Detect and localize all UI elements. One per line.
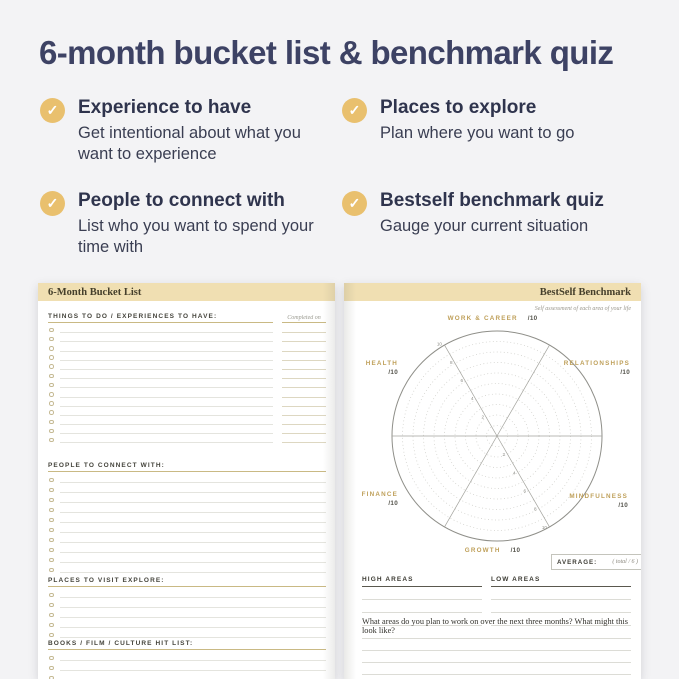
checkbox-circle-icon — [49, 478, 54, 483]
svg-text:8: 8 — [449, 359, 453, 365]
planner-spread — [38, 283, 641, 679]
ruled-line — [362, 600, 482, 613]
svg-text:2: 2 — [502, 452, 505, 458]
svg-text:6: 6 — [523, 488, 526, 494]
svg-text:6: 6 — [460, 377, 463, 383]
benchmark-page — [344, 283, 641, 679]
list-section — [48, 310, 326, 443]
checkbox-circle-icon — [49, 518, 54, 523]
list-section — [48, 637, 326, 679]
feature-subtext: Gauge your current situation — [380, 216, 589, 235]
radar-label-work-career: WORK & CAREER /10 — [447, 315, 538, 322]
ruled-line — [362, 663, 631, 675]
radar-label-relationships: RELATIONSHIPS /10 — [563, 360, 630, 376]
list-row — [48, 671, 326, 679]
completed-on-label: Completed on — [282, 315, 326, 323]
checkbox-circle-icon — [49, 666, 54, 671]
checkbox-circle-icon — [49, 568, 54, 573]
check-icon: ✓ — [342, 191, 367, 216]
svg-text:10: 10 — [541, 524, 547, 530]
checkbox-circle-icon — [49, 676, 54, 679]
feature-heading: People to connect with — [78, 189, 285, 211]
checkbox-circle-icon — [49, 346, 54, 351]
feature-experience — [40, 97, 342, 166]
feature-people — [40, 190, 342, 259]
ruled-line — [491, 587, 631, 600]
average-note: ( total / 6 ) — [612, 559, 638, 565]
section-header: THINGS TO DO / EXPERIENCES TO HAVE: Completed on — [48, 310, 326, 323]
check-icon: ✓ — [40, 98, 65, 123]
check-icon: ✓ — [40, 191, 65, 216]
feature-heading: Experience to have — [78, 97, 252, 118]
radar-label-mindfulness: MINDFULNESS /10 — [569, 493, 628, 509]
checkbox-circle-icon — [49, 593, 54, 598]
checkbox-circle-icon — [49, 558, 54, 563]
svg-text:8: 8 — [533, 506, 537, 512]
checkbox-circle-icon — [49, 548, 54, 553]
ruled-line — [362, 675, 631, 679]
average-label: AVERAGE: — [557, 558, 598, 566]
checkbox-circle-icon — [49, 488, 54, 493]
checkbox-circle-icon — [49, 656, 54, 661]
feature-subtext: Get intentional about what you want to experience — [78, 124, 301, 164]
checkbox-circle-icon — [49, 613, 54, 618]
feature-heading: Places to explore — [380, 97, 537, 118]
svg-text:2: 2 — [481, 414, 484, 420]
ruled-line — [362, 627, 631, 639]
checkbox-circle-icon — [49, 438, 54, 443]
radar-label-finance: FINANCE /10 — [361, 491, 398, 507]
average-box — [551, 554, 641, 570]
list-row — [48, 563, 326, 573]
checkbox-circle-icon — [49, 355, 54, 360]
list-section — [48, 574, 326, 638]
checkbox-circle-icon — [49, 364, 54, 369]
checkbox-circle-icon — [49, 603, 54, 608]
section-header: BOOKS / FILM / CULTURE HIT LIST: — [48, 637, 326, 650]
radar-label-growth: GROWTH /10 — [464, 547, 521, 554]
bucket-list-page — [38, 283, 335, 679]
checkbox-circle-icon — [49, 623, 54, 628]
checkbox-circle-icon — [49, 328, 54, 333]
feature-benchmark — [342, 190, 665, 259]
ruled-line — [362, 651, 631, 663]
checkbox-circle-icon — [49, 528, 54, 533]
checkbox-circle-icon — [49, 383, 54, 388]
checkbox-circle-icon — [49, 374, 54, 379]
feature-subtext: Plan where you want to go — [380, 124, 575, 142]
benchmark-subtitle: Self assessment of each area of your life — [534, 306, 631, 312]
checkbox-circle-icon — [49, 498, 54, 503]
high-areas-label: HIGH AREAS — [362, 576, 482, 587]
svg-text:10: 10 — [436, 341, 442, 347]
svg-text:4: 4 — [512, 470, 516, 476]
checkbox-circle-icon — [49, 538, 54, 543]
checkbox-circle-icon — [49, 392, 54, 397]
list-section — [48, 459, 326, 573]
bucket-page-header: 6-Month Bucket List — [38, 283, 335, 301]
checkbox-circle-icon — [49, 410, 54, 415]
page-title: 6-month bucket list & benchmark quiz — [39, 34, 614, 71]
low-areas-label: LOW AREAS — [491, 576, 631, 587]
radar-label-health: HEALTH /10 — [365, 360, 398, 376]
ruled-line — [362, 587, 482, 600]
feature-heading: Bestself benchmark quiz — [380, 189, 604, 211]
ruled-line — [491, 600, 631, 613]
feature-list — [40, 97, 665, 259]
reflection-question: What areas do you plan to work on over the next three months? What might this look like? — [362, 617, 628, 635]
checkbox-circle-icon — [49, 420, 54, 425]
section-header: PLACES TO VISIT EXPLORE: — [48, 574, 326, 587]
checkbox-circle-icon — [49, 429, 54, 434]
check-icon: ✓ — [342, 98, 367, 123]
svg-text:4: 4 — [470, 396, 474, 402]
checkbox-circle-icon — [49, 508, 54, 513]
checkbox-circle-icon — [49, 401, 54, 406]
checkbox-circle-icon — [49, 337, 54, 342]
answer-lines — [362, 627, 631, 679]
list-row — [48, 434, 326, 443]
benchmark-page-header: BestSelf Benchmark — [344, 283, 641, 301]
ruled-line — [362, 639, 631, 651]
feature-subtext: List who you want to spend your time with — [78, 216, 314, 257]
section-header: PEOPLE TO CONNECT WITH: — [48, 459, 326, 472]
feature-places — [342, 97, 665, 166]
